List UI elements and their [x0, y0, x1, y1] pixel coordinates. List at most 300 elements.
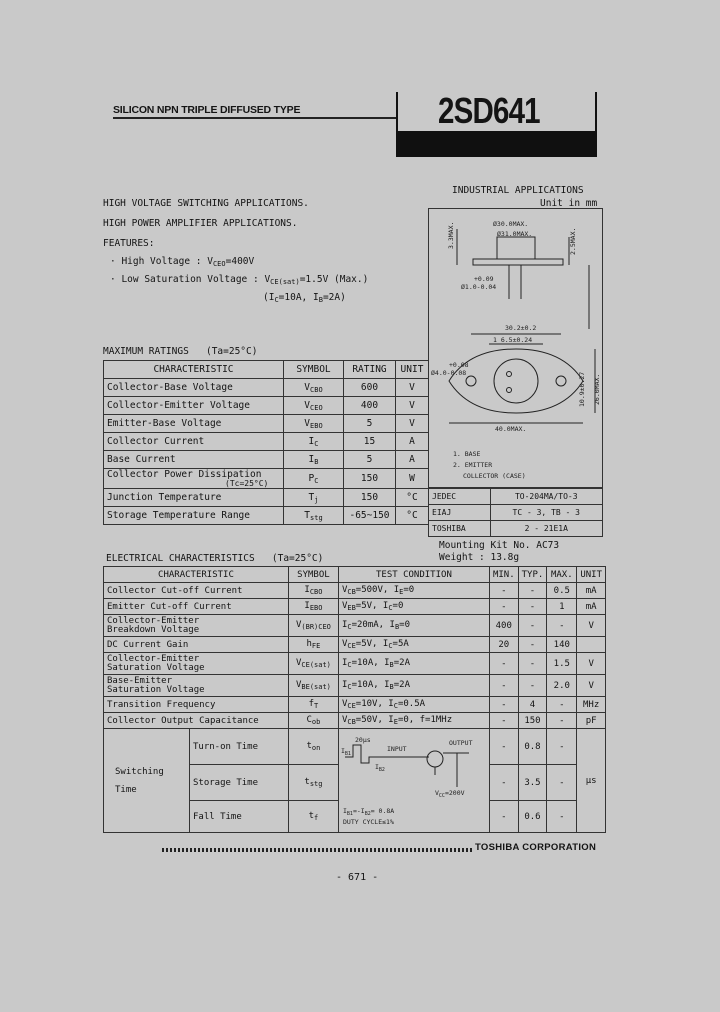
- table-row: [104, 713, 606, 729]
- cell-rating: 150: [344, 469, 396, 489]
- cell-typ: 0.6: [518, 801, 547, 833]
- cell-symbol: [288, 599, 338, 615]
- circuit-label: INPUT: [386, 745, 407, 753]
- dim-label: Ø31.0MAX.: [497, 230, 533, 238]
- sym: h: [306, 639, 312, 649]
- cell-rating: 5: [344, 451, 396, 469]
- cell-typ: -: [518, 675, 547, 697]
- electrical-condition: (Ta=25°C): [271, 553, 324, 564]
- cell-unit: W: [396, 469, 429, 489]
- cell-unit: mA: [577, 583, 606, 599]
- tc: I: [341, 658, 348, 668]
- cell-symbol: [288, 713, 338, 729]
- tc-sub: B: [389, 661, 394, 669]
- col-header: MAX.: [547, 567, 577, 583]
- max-ratings-heading: [103, 346, 257, 357]
- cell-min: -: [489, 697, 518, 713]
- cell-max: 140: [547, 637, 577, 653]
- cell-unit: V: [396, 379, 429, 397]
- sym: I: [304, 601, 310, 611]
- cell-min: -: [489, 675, 518, 697]
- cell-typ: 4: [518, 697, 547, 713]
- tc: I: [341, 680, 348, 690]
- mounting-hole: [466, 376, 476, 386]
- cell-min: -: [489, 599, 518, 615]
- char-text: Saturation Voltage: [107, 662, 205, 673]
- tc: V: [341, 699, 348, 709]
- cell-char: Collector Current: [104, 433, 284, 451]
- sym: V: [304, 417, 311, 429]
- cell-min: -: [489, 801, 518, 833]
- sym: V: [304, 399, 311, 411]
- std-value: 2 - 21E1A: [490, 521, 602, 537]
- feature-value: =1.5V (Max.): [299, 274, 369, 285]
- cell-unit: A: [396, 451, 429, 469]
- cell-max: 2.0: [547, 675, 577, 697]
- tc-sub: CB: [347, 588, 356, 596]
- sym-sub: stg: [310, 513, 323, 522]
- cell-typ: -: [518, 599, 547, 615]
- std-value: TC - 3, TB - 3: [490, 505, 602, 521]
- dim-label: Ø4.0-0.08: [431, 369, 467, 377]
- cell-max: 1: [547, 599, 577, 615]
- col-header: TYP.: [518, 567, 547, 583]
- tc-sub: B: [394, 623, 400, 631]
- switching-test-circuit: [338, 729, 489, 833]
- tc: =5A: [392, 639, 409, 649]
- col-header: CHARACTERISTIC: [104, 567, 289, 583]
- dim-label: 2.5MAX.: [569, 227, 577, 255]
- tc: =2A: [393, 680, 410, 690]
- cell-unit: V: [396, 397, 429, 415]
- circuit-label: OUTPUT: [448, 739, 473, 747]
- cell-unit: MHz: [577, 697, 606, 713]
- side-view-cap: [497, 237, 535, 259]
- cell-rating: 150: [344, 489, 396, 507]
- tc: =10V, I: [355, 699, 394, 709]
- cell-unit: A: [396, 433, 429, 451]
- sym-sub: j: [314, 495, 319, 504]
- cell-char: Base Current: [104, 451, 284, 469]
- table-row: [429, 521, 603, 537]
- cell-symbol: [288, 675, 338, 697]
- group-text: Time: [115, 784, 137, 795]
- cell-typ: -: [518, 615, 547, 637]
- part-number: 2SD641: [438, 90, 540, 131]
- dim-label: Ø30.0MAX.: [493, 220, 529, 228]
- cond-text: (I: [263, 292, 275, 303]
- dim-label: 26.0MAX.: [593, 373, 601, 405]
- top-view-cap: [494, 359, 538, 403]
- pin-label: 1. BASE: [453, 450, 481, 458]
- part-number-bar: [396, 131, 597, 157]
- max-ratings-condition: (Ta=25°C): [205, 346, 258, 357]
- cell-test-condition: [338, 653, 489, 675]
- char-text: Collector Cut-off Current: [107, 585, 243, 596]
- device-type: SILICON NPN TRIPLE DIFFUSED TYPE: [113, 104, 301, 116]
- char-text: DC Current Gain: [107, 639, 189, 650]
- tc-sub: C: [393, 702, 398, 710]
- sym: t: [304, 777, 310, 787]
- circuit-label: $I_{B1}$: [340, 747, 351, 757]
- tc-sub: B: [389, 683, 394, 691]
- page-number: - 671 -: [336, 872, 379, 883]
- col-header: UNIT: [396, 361, 429, 379]
- char-text: Breakdown Voltage: [107, 624, 200, 635]
- char-cond: (Tc=25°C): [225, 478, 269, 488]
- tc: =500V, I: [355, 585, 400, 595]
- cell-test-condition: [338, 637, 489, 653]
- cell-char: Collector-Emitter Voltage: [104, 397, 284, 415]
- circuit-condition: $I_{B1}=-I_{B2}= 0.8A$: [342, 807, 395, 817]
- electrical-rows: [104, 583, 606, 729]
- table-row: [104, 697, 606, 713]
- tc: I: [341, 620, 348, 630]
- cell-char: [104, 675, 289, 697]
- cell-unit: °C: [396, 489, 429, 507]
- table-row: [104, 397, 429, 415]
- sym: C: [306, 715, 312, 725]
- cell-typ: -: [518, 583, 547, 599]
- sym-sub: CBO: [310, 385, 323, 394]
- application-line-1: HIGH VOLTAGE SWITCHING APPLICATIONS.: [103, 198, 309, 209]
- col-header: UNIT: [577, 567, 606, 583]
- tc-sub: E: [393, 718, 398, 726]
- footer-rule: [162, 848, 472, 852]
- col-header: RATING: [344, 361, 396, 379]
- sym: T: [304, 509, 311, 521]
- cell-rating: 400: [344, 397, 396, 415]
- cell-typ: -: [518, 637, 547, 653]
- dim-label: 40.0MAX.: [495, 425, 527, 433]
- cell-test-condition: [338, 599, 489, 615]
- feature-condition: [263, 292, 346, 304]
- cell-symbol: [288, 637, 338, 653]
- max-ratings-table: [103, 360, 429, 525]
- tc-sub: C: [388, 642, 393, 650]
- dim-label: 3.3MAX.: [447, 221, 455, 249]
- cell-char: Emitter-Base Voltage: [104, 415, 284, 433]
- tc: V: [341, 585, 348, 595]
- cell-typ: 0.8: [518, 729, 547, 765]
- cell-char: [104, 469, 284, 489]
- cell-char: [104, 599, 289, 615]
- sym: t: [306, 741, 312, 751]
- cell-symbol: [284, 489, 344, 507]
- table-row: [104, 653, 606, 675]
- cell-test-condition: [338, 697, 489, 713]
- mounting-hole: [556, 376, 566, 386]
- table-row: [104, 637, 606, 653]
- table-row: [104, 599, 606, 615]
- cell-rating: -65~150: [344, 507, 396, 525]
- sym-sub: BE(sat): [301, 683, 331, 691]
- cell-symbol: [288, 653, 338, 675]
- dim-label: 10.9±0.27: [578, 371, 586, 407]
- cell-max: -: [547, 697, 577, 713]
- pin-1: [507, 372, 512, 377]
- sym-sub: EBO: [310, 421, 323, 430]
- tc: V: [341, 601, 348, 611]
- table-row: [104, 415, 429, 433]
- cell-symbol: [284, 397, 344, 415]
- sym: I: [308, 453, 315, 465]
- table-row-switching: [104, 729, 606, 765]
- table-row: [429, 489, 603, 505]
- tc: V: [341, 639, 348, 649]
- sym-sub: ob: [311, 718, 321, 726]
- sym: V: [295, 658, 302, 668]
- table-row: [104, 433, 429, 451]
- table-row: [104, 489, 429, 507]
- cell-char: [104, 713, 289, 729]
- table-row: [104, 469, 429, 489]
- std-value: TO-204MA/TO-3: [490, 489, 602, 505]
- cell-max: 1.5: [547, 653, 577, 675]
- tc-sub: C: [347, 661, 352, 669]
- cell-unit: V: [396, 415, 429, 433]
- tc: V: [341, 715, 348, 725]
- dim-label: Ø1.0-0.04: [461, 283, 497, 291]
- cell-symbol: [284, 469, 344, 489]
- cell-char: Storage Temperature Range: [104, 507, 284, 525]
- sym-sub: on: [311, 744, 321, 752]
- cell-unit: V: [577, 615, 606, 637]
- cell-char: Storage Time: [190, 765, 289, 801]
- tc: =10A, I: [351, 680, 390, 690]
- sym-sub: B: [314, 457, 319, 466]
- cell-symbol: [288, 729, 338, 765]
- cell-min: 400: [489, 615, 518, 637]
- electrical-title: ELECTRICAL CHARACTERISTICS: [106, 553, 255, 564]
- cell-unit: pF: [577, 713, 606, 729]
- sym: V: [304, 381, 311, 393]
- package-outline-svg: [429, 209, 604, 489]
- col-header: MIN.: [489, 567, 518, 583]
- cell-char: Fall Time: [190, 801, 289, 833]
- char-text: Saturation Voltage: [107, 684, 205, 695]
- cell-max: -: [547, 729, 577, 765]
- pin-2: [507, 388, 512, 393]
- cell-unit: μs: [577, 729, 606, 833]
- table-header-row: [104, 567, 606, 583]
- cell-typ: -: [518, 653, 547, 675]
- cell-max: -: [547, 713, 577, 729]
- group-text: Switching: [115, 766, 164, 777]
- cond-sub: C: [274, 296, 279, 304]
- feature-high-voltage: [110, 256, 254, 268]
- cell-test-condition: [338, 675, 489, 697]
- sym: V: [295, 680, 302, 690]
- cell-symbol: [288, 697, 338, 713]
- feature-text: Low Saturation Voltage : V: [121, 274, 271, 285]
- cell-max: -: [547, 615, 577, 637]
- sym: I: [308, 435, 315, 447]
- cell-rating: 600: [344, 379, 396, 397]
- cell-char: [104, 637, 289, 653]
- cell-unit: V: [577, 675, 606, 697]
- sym-sub: FE: [311, 642, 321, 650]
- sym-sub: CBO: [309, 588, 323, 596]
- cond-text: =10A, I: [278, 292, 319, 303]
- table-row: [104, 675, 606, 697]
- cell-char: Collector-Base Voltage: [104, 379, 284, 397]
- electrical-table: [103, 566, 606, 833]
- cell-rating: 5: [344, 415, 396, 433]
- cell-min: -: [489, 713, 518, 729]
- feature-value: =400V: [225, 256, 255, 267]
- cell-unit: V: [577, 653, 606, 675]
- cell-symbol: [284, 415, 344, 433]
- cell-char: Junction Temperature: [104, 489, 284, 507]
- dim-label: 30.2±0.2: [505, 324, 537, 332]
- side-view-flange: [473, 259, 563, 265]
- char-text: Collector-Emitter: [107, 653, 200, 664]
- circuit-condition: DUTY CYCLE≤1%: [342, 818, 394, 826]
- char-text: Base-Emitter: [107, 675, 173, 686]
- circuit-label: 20μs: [354, 736, 371, 744]
- package-standards-table: [428, 488, 603, 537]
- char-text: Collector-Emitter: [107, 615, 200, 626]
- cell-unit: °C: [396, 507, 429, 525]
- feature-text: High Voltage : V: [121, 256, 213, 267]
- cell-max: -: [547, 801, 577, 833]
- table-row: [104, 615, 606, 637]
- cell-min: -: [489, 653, 518, 675]
- tc-sub: CB: [347, 718, 356, 726]
- cell-symbol: [284, 433, 344, 451]
- char-text: Collector Output Capacitance: [107, 715, 259, 726]
- tc-sub: C: [347, 623, 352, 631]
- sym: I: [304, 585, 310, 595]
- transistor-symbol: [427, 751, 443, 767]
- sym-sub: C: [314, 476, 319, 485]
- cond-text: =2A): [322, 292, 346, 303]
- cell-unit: [577, 637, 606, 653]
- cell-min: -: [489, 765, 518, 801]
- max-ratings-title: MAXIMUM RATINGS: [103, 346, 189, 357]
- sym-sub: EBO: [309, 604, 323, 612]
- dim-label: +0.09: [474, 275, 494, 283]
- cell-max: -: [547, 765, 577, 801]
- table-row: [104, 379, 429, 397]
- tc-sub: C: [388, 604, 393, 612]
- cell-char: Turn-on Time: [190, 729, 289, 765]
- table-row: [104, 507, 429, 525]
- dim-label: +0.08: [449, 361, 469, 369]
- package-drawing: [428, 208, 603, 488]
- sym-sub: T: [314, 702, 319, 710]
- package-title: INDUSTRIAL APPLICATIONS: [452, 185, 584, 196]
- bullet: ·: [110, 256, 122, 267]
- sym-sub: f: [314, 814, 319, 822]
- switching-group-label: [104, 729, 190, 833]
- tc: =0: [399, 620, 410, 630]
- features-title: FEATURES:: [103, 238, 155, 249]
- cell-max: 0.5: [547, 583, 577, 599]
- weight: Weight : 13.8g: [439, 552, 520, 563]
- cell-char: [104, 583, 289, 599]
- char-text: Collector Power Dissipation: [107, 468, 262, 480]
- cell-symbol: [288, 583, 338, 599]
- sym: T: [308, 491, 315, 503]
- sym-sub: (BR)CEO: [301, 623, 331, 631]
- char-text: Transition Frequency: [107, 699, 216, 710]
- tc-sub: C: [347, 683, 352, 691]
- mounting-kit: Mounting Kit No. AC73: [439, 540, 560, 551]
- cond-sub: B: [318, 296, 323, 304]
- application-line-2: HIGH POWER AMPLIFIER APPLICATIONS.: [103, 218, 298, 229]
- pin-label: 2. EMITTER: [453, 461, 493, 469]
- cell-typ: 150: [518, 713, 547, 729]
- sym-sub: CE(sat): [301, 661, 331, 669]
- cell-unit: mA: [577, 599, 606, 615]
- feature-sub: CEO: [212, 260, 226, 268]
- cell-char: [104, 653, 289, 675]
- table-row: [104, 583, 606, 599]
- cell-symbol: [284, 451, 344, 469]
- tc-sub: CE: [347, 642, 356, 650]
- header-rule: [113, 117, 396, 119]
- tc-sub: CE: [347, 702, 356, 710]
- cell-char: [104, 697, 289, 713]
- tc: =2A: [393, 658, 410, 668]
- table-header-row: [104, 361, 429, 379]
- col-header: SYMBOL: [288, 567, 338, 583]
- tc: =10A, I: [351, 658, 390, 668]
- feature-sub: CE(sat): [270, 278, 300, 286]
- circuit-label: $I_{B2}$: [374, 763, 385, 773]
- sym: f: [308, 699, 315, 709]
- cell-test-condition: [338, 615, 489, 637]
- cell-min: -: [489, 729, 518, 765]
- cell-test-condition: [338, 583, 489, 599]
- cell-typ: 3.5: [518, 765, 547, 801]
- tc-sub: EB: [347, 604, 356, 612]
- table-row: [429, 505, 603, 521]
- cell-test-condition: [338, 713, 489, 729]
- package-unit: Unit in mm: [540, 198, 598, 209]
- cell-symbol: [288, 801, 338, 833]
- sym-sub: C: [314, 439, 319, 448]
- electrical-heading: [106, 553, 323, 564]
- std-label: TOSHIBA: [429, 521, 491, 537]
- std-label: JEDEC: [429, 489, 491, 505]
- cell-rating: 15: [344, 433, 396, 451]
- sym: t: [308, 811, 315, 821]
- tc: =0, f=1MHz: [397, 715, 453, 725]
- dim-label: 1 6.5±0.24: [493, 336, 533, 344]
- cell-symbol: [284, 507, 344, 525]
- bullet: ·: [110, 274, 122, 285]
- company-name: TOSHIBA CORPORATION: [475, 842, 597, 853]
- tc: =5V, I: [355, 601, 389, 611]
- cell-min: 20: [489, 637, 518, 653]
- tc: =20mA, I: [351, 620, 395, 630]
- table-row: [104, 451, 429, 469]
- cell-min: -: [489, 583, 518, 599]
- sym-sub: stg: [309, 780, 323, 788]
- std-label: EIAJ: [429, 505, 491, 521]
- tc: =0: [403, 585, 415, 595]
- tc: =0.5A: [397, 699, 426, 709]
- tc: =0: [392, 601, 404, 611]
- circuit-label: $V_{CC}=200V$: [434, 789, 465, 799]
- test-circuit-svg: [339, 729, 489, 829]
- cell-symbol: [288, 615, 338, 637]
- tc: =50V, I: [355, 715, 394, 725]
- tc: =5V, I: [355, 639, 389, 649]
